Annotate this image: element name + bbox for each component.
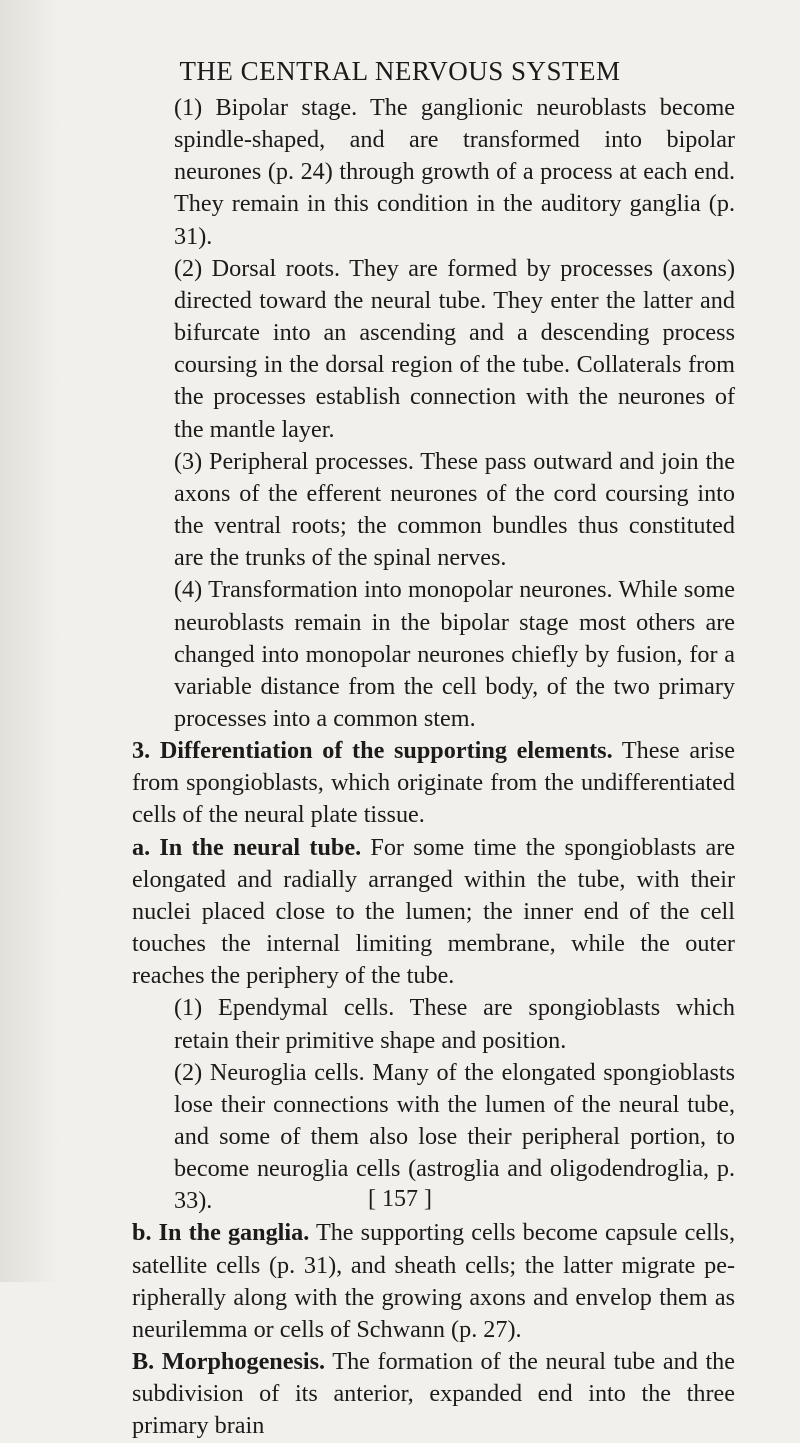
- paragraph-monopolar-transformation: (4) Transformation into monopolar neurones. While some neuroblasts remain in the bipolar stage most others are changed into monopolar neurones chiefly by fusion, for a variable distance from the cell body, of the two primary processes into a common stem.: [174, 576, 735, 732]
- paragraph-body: For some time the spongioblasts are elongated and radially arranged within the tube, with their nuclei placed close to the lumen; the inner end of the cell touches the internal limiting membrane, while the outer reaches the periphery of the tube.: [132, 833, 735, 990]
- running-head: THE CENTRAL NERVOUS SYSTEM: [179, 56, 621, 86]
- body-text: [90, 92, 735, 1443]
- paragraph-morphogenesis: [90, 1346, 735, 1442]
- page-number: [ 157 ]: [368, 1186, 432, 1212]
- paragraph-body: The formation of the neural tube and the subdivision of its anterior, expanded end into the three primary brain: [132, 1348, 735, 1440]
- paragraph-peripheral-processes: (3) Peripheral processes. These pass outward and join the axons of the efferent neurones of the cord coursing into the ventral roots; the common bundles thus constituted are the trunks of the spinal nerves.: [174, 447, 735, 572]
- paragraph-supporting-elements: [90, 735, 735, 831]
- page-edge-shadow: [0, 0, 60, 1282]
- paragraph-ependymal-cells: (1) Ependymal cells. These are spongioblasts which retain their primitive shape and position.: [174, 994, 735, 1054]
- paragraph-bipolar-stage: (1) Bipolar stage. The ganglionic neuroblasts become spindle-shaped, and are transformed into bipolar neurones (p. 24) through growth of a process at each end. They remain in this condition in the auditory ganglia (p. 31).: [174, 94, 735, 250]
- paragraph-neuroglia-cells: (2) Neuroglia cells. Many of the elongated spongioblasts lose their connections with the lumen of the neural tube, and some of them also lose their peripheral portion, to become neuroglia cells (astroglia and oligodendroglia, p. 33).: [174, 1058, 735, 1215]
- section-heading: B. Morphogenesis.: [132, 1348, 326, 1376]
- section-heading: a. In the neural tube.: [132, 833, 362, 861]
- paragraph-dorsal-roots: (2) Dorsal roots. They are formed by processes (axons) directed toward the neural tube. They enter the latter and bifurcate into an ascending and a descending process coursing in the dorsal region of the tube. Collaterals from the processes establish connection with the neurones of the mantle layer.: [174, 254, 735, 443]
- paragraph-neural-tube: [90, 832, 735, 993]
- section-heading: 3. Differentiation of the supporting elements.: [132, 737, 613, 765]
- paragraph-body: These arise from spongioblasts, which originate from the undifferentiated cells of the neural plate tissue.: [132, 737, 735, 829]
- paragraph-body: The supporting cells become capsule cells, satellite cells (p. 31), and sheath cells; the latter migrate peripherally along with the growing axons and envelop them as neurilemma or cells of Schwann (p. 27).: [132, 1219, 735, 1343]
- section-heading: b. In the ganglia.: [132, 1219, 310, 1247]
